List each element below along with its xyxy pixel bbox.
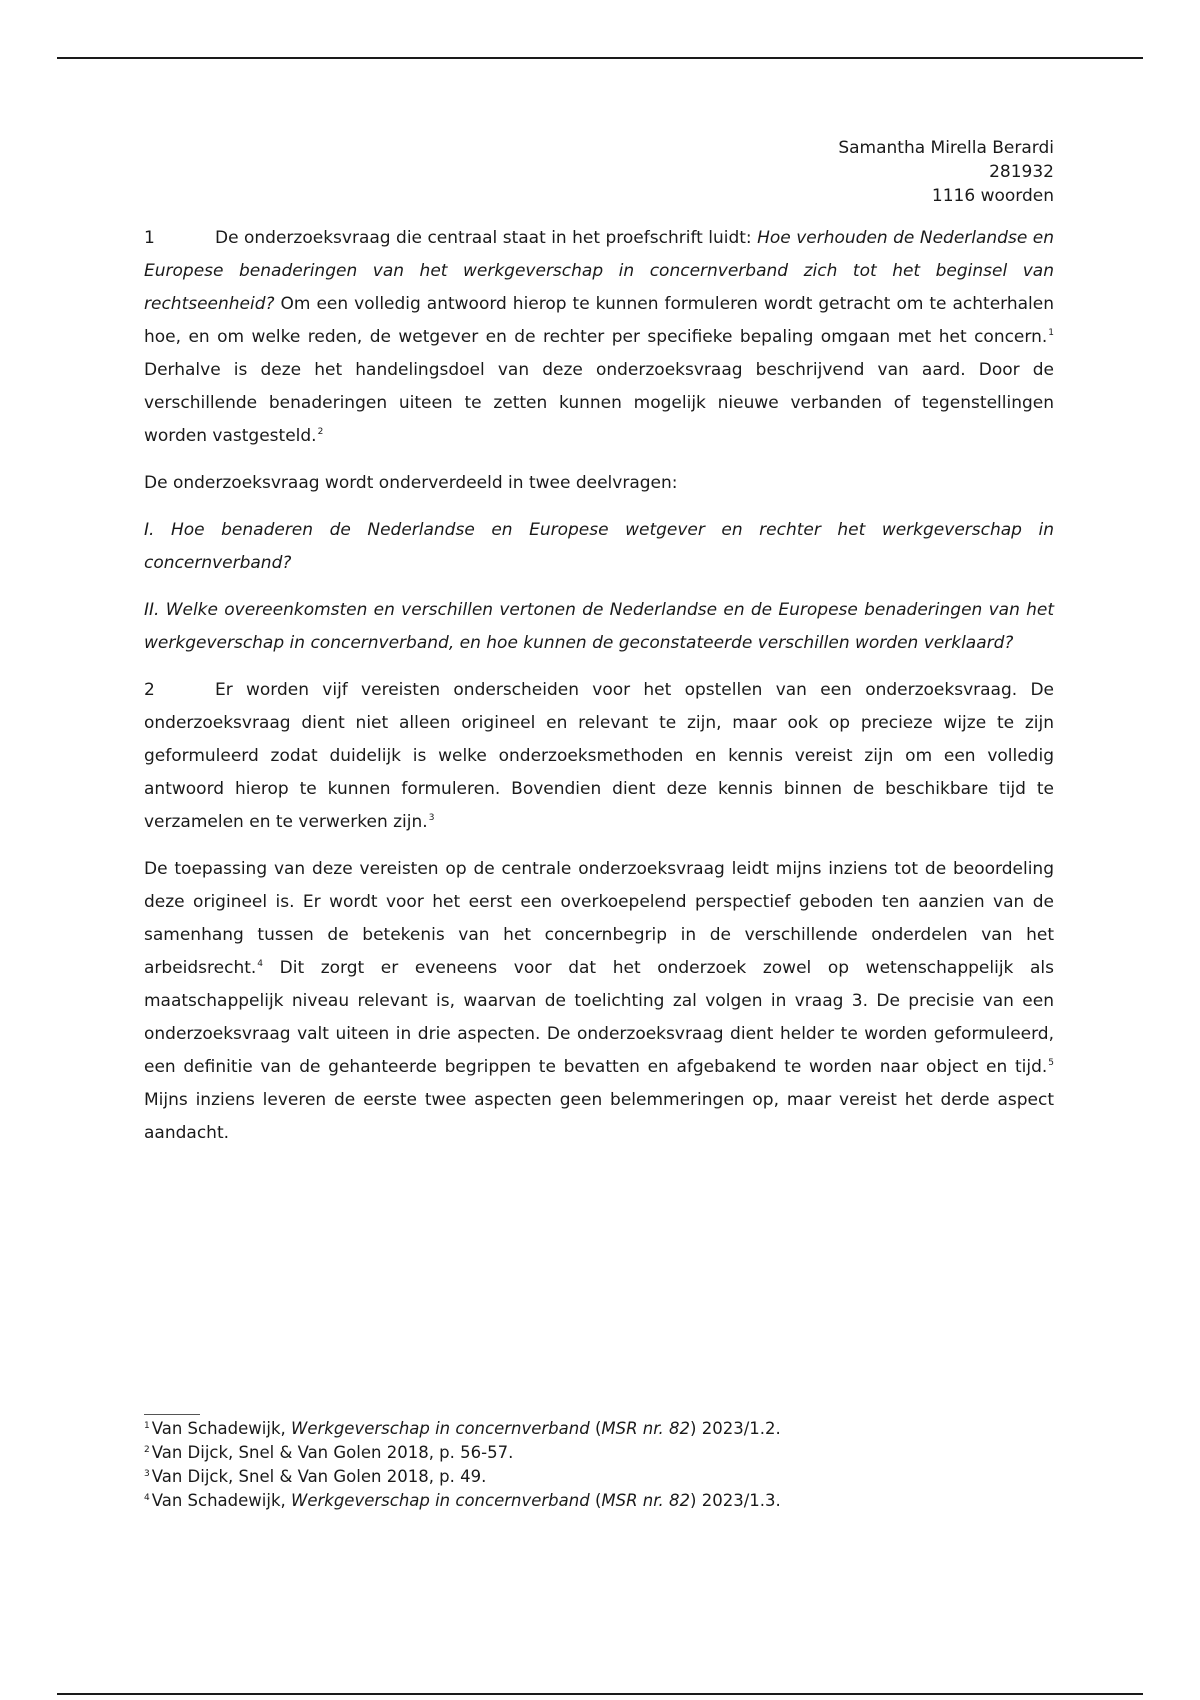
footnotes <box>144 1414 1054 1513</box>
paragraph-3 <box>144 853 1054 1150</box>
word-count: 1116 woorden <box>931 186 1054 206</box>
footnote-3 <box>144 1465 1054 1489</box>
paragraph-text: Om een volledig antwoord hierop te kunnen formuleren wordt getracht om te achterhalen hoe, en om welke reden, de wetgever en de rechter per specifieke bepaling omgaan met het concern. <box>144 294 1054 347</box>
footnote-text: ( <box>589 1419 602 1438</box>
author-block <box>144 136 1054 208</box>
paragraph-text: De toepassing van deze vereisten op de centrale onderzoeksvraag leidt mijns inziens tot de beoordeling deze origineel is. Er wordt voor het eerst een overkoepelend perspectief geboden ten aanzien van de samenhang tussen de betekenis van het concernbegrip in de verschillende onderdelen van het arbeidsrecht. <box>144 859 1054 978</box>
footnote-text: Van Dijck, Snel & Van Golen 2018, p. 49. <box>151 1467 487 1486</box>
paragraph-1 <box>144 222 1054 453</box>
footnote-ref-1[interactable]: 1 <box>1048 328 1054 339</box>
footnote-ref-5[interactable]: 5 <box>1048 1058 1054 1069</box>
footnote-text: ) 2023/1.3. <box>690 1491 781 1510</box>
paragraph-number: 2 <box>144 680 155 700</box>
paragraph-text: Derhalve is deze het handelingsdoel van deze onderzoeksvraag beschrijvend van aard. Door de verschillende benaderingen uiteen te zetten kunnen mogelijk nieuwe verbanden of tegenstellingen worden vastgesteld. <box>144 360 1054 446</box>
sub-question-1 <box>144 514 1054 580</box>
footnote-series: MSR nr. 82 <box>601 1491 691 1510</box>
footnote-text: Van Dijck, Snel & Van Golen 2018, p. 56-57. <box>151 1443 514 1462</box>
paragraph-2 <box>144 674 1054 839</box>
sub-question-1-text: I. Hoe benaderen de Nederlandse en Europese wetgever en rechter het werkgeverschap in concernverband? <box>144 520 1054 573</box>
footnote-title: Werkgeverschap in concernverband <box>291 1419 590 1438</box>
footnote-2 <box>144 1441 1054 1465</box>
footnote-text: ) 2023/1.2. <box>690 1419 781 1438</box>
footer-rule <box>57 1693 1143 1695</box>
footnote-number: 2 <box>144 1444 150 1455</box>
footnote-separator <box>144 1414 200 1415</box>
sub-question-2 <box>144 594 1054 660</box>
student-number: 281932 <box>989 162 1054 182</box>
footnote-title: Werkgeverschap in concernverband <box>291 1491 590 1510</box>
paragraph-text: Er worden vijf vereisten onderscheiden voor het opstellen van een onderzoeksvraag. De onderzoeksvraag dient niet alleen origineel en relevant te zijn, maar ook op precieze wijze te zijn geformuleerd zodat duidelijk is welke onderzoeksmethoden en kennis vereist zijn om een volledig antwoord hierop te kunnen formuleren. Bovendien dient deze kennis binnen de beschikbare tijd te verzamelen en te verwerken zijn. <box>144 680 1054 832</box>
footnote-ref-4[interactable]: 4 <box>257 959 264 970</box>
paragraph-text: Dit zorgt er eveneens voor dat het onderzoek zowel op wetenschappelijk als maatschappelijk niveau relevant is, waarvan de toelichting zal volgen in vraag 3. De precisie van een onderzoeksvraag valt uiteen in drie aspecten. De onderzoeksvraag dient helder te worden geformuleerd, een definitie van de gehanteerde begrippen te bevatten en afgebakend te worden naar object en tijd. <box>144 958 1054 1077</box>
paragraph-number: 1 <box>144 228 155 248</box>
footnote-number: 1 <box>144 1420 150 1431</box>
sub-question-2-text: II. Welke overeenkomsten en verschillen vertonen de Nederlandse en de Europese benaderingen van het werkgeverschap in concernverband, en hoe kunnen de geconstateerde verschillen worden verklaard? <box>144 600 1054 653</box>
document-body <box>144 136 1054 1164</box>
subdivision-intro: De onderzoeksvraag wordt onderverdeeld in twee deelvragen: <box>144 473 678 493</box>
footnote-ref-2[interactable]: 2 <box>317 427 324 438</box>
footnote-text: Van Schadewijk, <box>151 1419 292 1438</box>
central-research-question: Hoe verhouden de Nederlandse en Europese benaderingen van het werkgeverschap in concernverband zich tot het beginsel van rechtseenheid? <box>144 228 1054 314</box>
footnote-series: MSR nr. 82 <box>601 1419 691 1438</box>
footnote-number: 4 <box>144 1492 150 1503</box>
paragraph-text: De onderzoeksvraag die centraal staat in het proefschrift luidt: <box>215 228 758 248</box>
header-rule <box>57 57 1143 59</box>
footnote-ref-3[interactable]: 3 <box>428 813 435 824</box>
paragraph-text: Mijns inziens leveren de eerste twee aspecten geen belemmeringen op, maar vereist het derde aspect aandacht. <box>144 1090 1054 1143</box>
footnote-text: Van Schadewijk, <box>151 1491 292 1510</box>
footnote-text: ( <box>589 1491 602 1510</box>
footnote-4 <box>144 1489 1054 1513</box>
footnote-1 <box>144 1417 1054 1441</box>
footnote-number: 3 <box>144 1468 150 1479</box>
author-name: Samantha Mirella Berardi <box>838 138 1054 158</box>
